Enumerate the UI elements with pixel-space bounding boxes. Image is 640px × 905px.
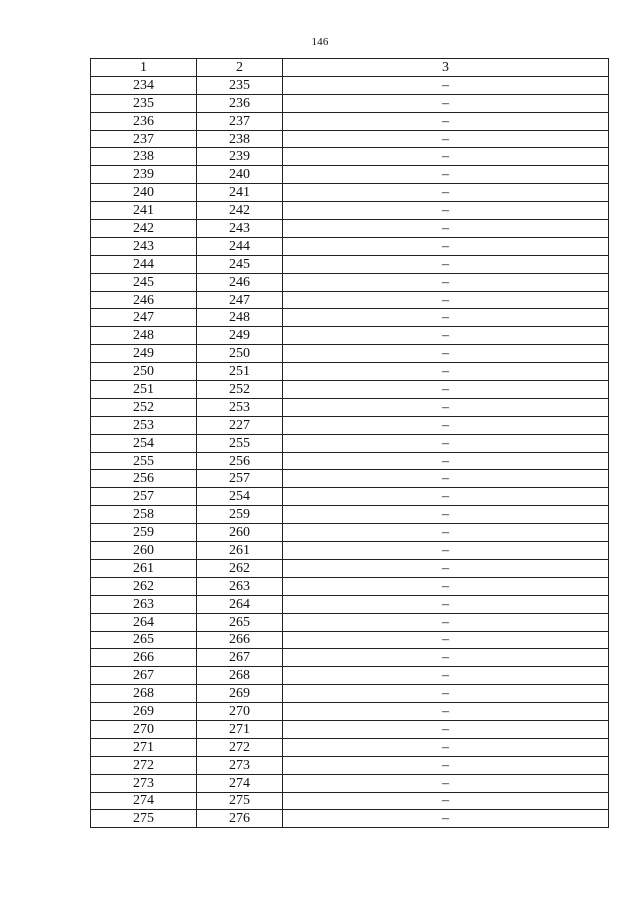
table-row <box>91 685 609 703</box>
table-cell-col-3: – <box>283 524 609 542</box>
table-cell-col-2: 236 <box>197 94 283 112</box>
table-cell-col-2: 247 <box>197 291 283 309</box>
table-cell-col-3: – <box>283 273 609 291</box>
table-row <box>91 345 609 363</box>
table-cell-col-2: 257 <box>197 470 283 488</box>
table-row <box>91 381 609 399</box>
table-cell-col-3: – <box>283 416 609 434</box>
table-cell-col-3: – <box>283 792 609 810</box>
table-cell-col-3: – <box>283 237 609 255</box>
column-header-1: 1 <box>91 59 197 77</box>
table-row <box>91 649 609 667</box>
table-cell-col-2: 256 <box>197 452 283 470</box>
table-cell-col-3: – <box>283 434 609 452</box>
table-cell-col-1: 241 <box>91 202 197 220</box>
table-cell-col-2: 254 <box>197 488 283 506</box>
table-cell-col-1: 263 <box>91 595 197 613</box>
table-cell-col-2: 237 <box>197 112 283 130</box>
table-cell-col-1: 269 <box>91 703 197 721</box>
table-cell-col-3: – <box>283 774 609 792</box>
table-cell-col-2: 266 <box>197 631 283 649</box>
table-cell-col-2: 267 <box>197 649 283 667</box>
table-cell-col-2: 269 <box>197 685 283 703</box>
table-cell-col-3: – <box>283 488 609 506</box>
table-cell-col-1: 234 <box>91 76 197 94</box>
table-cell-col-2: 250 <box>197 345 283 363</box>
column-header-2: 2 <box>197 59 283 77</box>
table-cell-col-1: 259 <box>91 524 197 542</box>
table-cell-col-3: – <box>283 309 609 327</box>
table-row <box>91 738 609 756</box>
table-cell-col-3: – <box>283 559 609 577</box>
table-cell-col-1: 237 <box>91 130 197 148</box>
table-cell-col-2: 235 <box>197 76 283 94</box>
table-cell-col-1: 272 <box>91 756 197 774</box>
table-row <box>91 559 609 577</box>
table-cell-col-2: 251 <box>197 363 283 381</box>
table-row <box>91 506 609 524</box>
table-cell-col-1: 262 <box>91 577 197 595</box>
table-cell-col-3: – <box>283 720 609 738</box>
table-cell-col-1: 239 <box>91 166 197 184</box>
table-cell-col-2: 261 <box>197 542 283 560</box>
table-row <box>91 613 609 631</box>
table-row <box>91 273 609 291</box>
table-cell-col-3: – <box>283 327 609 345</box>
table-cell-col-1: 243 <box>91 237 197 255</box>
table-row <box>91 309 609 327</box>
table-row <box>91 810 609 828</box>
table-cell-col-2: 239 <box>197 148 283 166</box>
table-cell-col-3: – <box>283 184 609 202</box>
table-cell-col-1: 275 <box>91 810 197 828</box>
table-cell-col-1: 235 <box>91 94 197 112</box>
table-row <box>91 220 609 238</box>
table-cell-col-1: 254 <box>91 434 197 452</box>
table-cell-col-2: 271 <box>197 720 283 738</box>
table-row <box>91 184 609 202</box>
table-row <box>91 237 609 255</box>
table-row <box>91 667 609 685</box>
table-row <box>91 327 609 345</box>
table-cell-col-3: – <box>283 345 609 363</box>
table-cell-col-3: – <box>283 255 609 273</box>
table-cell-col-3: – <box>283 381 609 399</box>
column-header-3: 3 <box>283 59 609 77</box>
table-cell-col-2: 263 <box>197 577 283 595</box>
table-cell-col-1: 251 <box>91 381 197 399</box>
table-cell-col-3: – <box>283 220 609 238</box>
page-number: 146 <box>311 36 329 48</box>
table-cell-col-3: – <box>283 291 609 309</box>
table-row <box>91 130 609 148</box>
table-cell-col-3: – <box>283 363 609 381</box>
table-cell-col-2: 276 <box>197 810 283 828</box>
table-row <box>91 291 609 309</box>
table-cell-col-2: 274 <box>197 774 283 792</box>
table-row <box>91 577 609 595</box>
table-cell-col-3: – <box>283 112 609 130</box>
table-cell-col-1: 240 <box>91 184 197 202</box>
table-cell-col-1: 270 <box>91 720 197 738</box>
table-cell-col-3: – <box>283 649 609 667</box>
table-cell-col-2: 249 <box>197 327 283 345</box>
table-cell-col-3: – <box>283 130 609 148</box>
table-cell-col-3: – <box>283 577 609 595</box>
table-cell-col-1: 242 <box>91 220 197 238</box>
table-row <box>91 488 609 506</box>
table-cell-col-1: 260 <box>91 542 197 560</box>
table-cell-col-3: – <box>283 452 609 470</box>
table-cell-col-2: 268 <box>197 667 283 685</box>
table-cell-col-2: 255 <box>197 434 283 452</box>
table-cell-col-2: 243 <box>197 220 283 238</box>
table-cell-col-3: – <box>283 631 609 649</box>
table-cell-col-1: 261 <box>91 559 197 577</box>
table-cell-col-3: – <box>283 685 609 703</box>
table-cell-col-1: 273 <box>91 774 197 792</box>
table-cell-col-1: 266 <box>91 649 197 667</box>
table-cell-col-2: 241 <box>197 184 283 202</box>
table-cell-col-2: 259 <box>197 506 283 524</box>
table-cell-col-2: 227 <box>197 416 283 434</box>
table-row <box>91 112 609 130</box>
table-cell-col-3: – <box>283 756 609 774</box>
table-cell-col-1: 236 <box>91 112 197 130</box>
table-row <box>91 202 609 220</box>
table-cell-col-1: 247 <box>91 309 197 327</box>
table-cell-col-1: 264 <box>91 613 197 631</box>
table-row <box>91 792 609 810</box>
table-header <box>91 59 609 77</box>
table-cell-col-2: 245 <box>197 255 283 273</box>
table-cell-col-1: 248 <box>91 327 197 345</box>
table-cell-col-2: 270 <box>197 703 283 721</box>
table-row <box>91 756 609 774</box>
table-cell-col-2: 242 <box>197 202 283 220</box>
table-cell-col-1: 267 <box>91 667 197 685</box>
table-cell-col-1: 256 <box>91 470 197 488</box>
table-cell-col-1: 265 <box>91 631 197 649</box>
table-cell-col-1: 252 <box>91 398 197 416</box>
table-cell-col-2: 272 <box>197 738 283 756</box>
table-cell-col-1: 249 <box>91 345 197 363</box>
table-cell-col-2: 273 <box>197 756 283 774</box>
table-row <box>91 703 609 721</box>
table-row <box>91 452 609 470</box>
table-row <box>91 398 609 416</box>
table-cell-col-1: 258 <box>91 506 197 524</box>
table-cell-col-1: 246 <box>91 291 197 309</box>
table-cell-col-3: – <box>283 398 609 416</box>
table-row <box>91 363 609 381</box>
table-cell-col-3: – <box>283 667 609 685</box>
table-row <box>91 631 609 649</box>
table-body <box>91 76 609 827</box>
table-cell-col-3: – <box>283 595 609 613</box>
table-row <box>91 542 609 560</box>
table-cell-col-2: 238 <box>197 130 283 148</box>
table-cell-col-3: – <box>283 738 609 756</box>
table-cell-col-3: – <box>283 202 609 220</box>
table-cell-col-1: 268 <box>91 685 197 703</box>
table-cell-col-1: 245 <box>91 273 197 291</box>
table-cell-col-3: – <box>283 703 609 721</box>
table-cell-col-3: – <box>283 542 609 560</box>
table-cell-col-1: 271 <box>91 738 197 756</box>
table-cell-col-2: 252 <box>197 381 283 399</box>
table-cell-col-3: – <box>283 166 609 184</box>
table-cell-col-1: 253 <box>91 416 197 434</box>
table-cell-col-2: 240 <box>197 166 283 184</box>
table-row <box>91 166 609 184</box>
table-row <box>91 255 609 273</box>
table-row <box>91 774 609 792</box>
table-cell-col-1: 244 <box>91 255 197 273</box>
table-row <box>91 416 609 434</box>
table-cell-col-1: 257 <box>91 488 197 506</box>
table-cell-col-1: 238 <box>91 148 197 166</box>
table-cell-col-1: 255 <box>91 452 197 470</box>
table-row <box>91 595 609 613</box>
table-row <box>91 148 609 166</box>
table-cell-col-2: 253 <box>197 398 283 416</box>
table-row <box>91 470 609 488</box>
table-cell-col-3: – <box>283 810 609 828</box>
table-cell-col-2: 262 <box>197 559 283 577</box>
table-cell-col-2: 275 <box>197 792 283 810</box>
table-cell-col-2: 246 <box>197 273 283 291</box>
table-cell-col-3: – <box>283 94 609 112</box>
table-cell-col-3: – <box>283 148 609 166</box>
table-cell-col-1: 250 <box>91 363 197 381</box>
table-cell-col-3: – <box>283 506 609 524</box>
table-cell-col-2: 248 <box>197 309 283 327</box>
table-row <box>91 720 609 738</box>
table-row <box>91 434 609 452</box>
table-cell-col-1: 274 <box>91 792 197 810</box>
table-row <box>91 524 609 542</box>
table-cell-col-2: 244 <box>197 237 283 255</box>
table-row <box>91 94 609 112</box>
table-cell-col-2: 264 <box>197 595 283 613</box>
table-cell-col-3: – <box>283 613 609 631</box>
table-cell-col-2: 265 <box>197 613 283 631</box>
table-row <box>91 76 609 94</box>
table-cell-col-2: 260 <box>197 524 283 542</box>
table-cell-col-3: – <box>283 76 609 94</box>
table-cell-col-3: – <box>283 470 609 488</box>
data-table <box>90 58 609 828</box>
table-header-row <box>91 59 609 77</box>
